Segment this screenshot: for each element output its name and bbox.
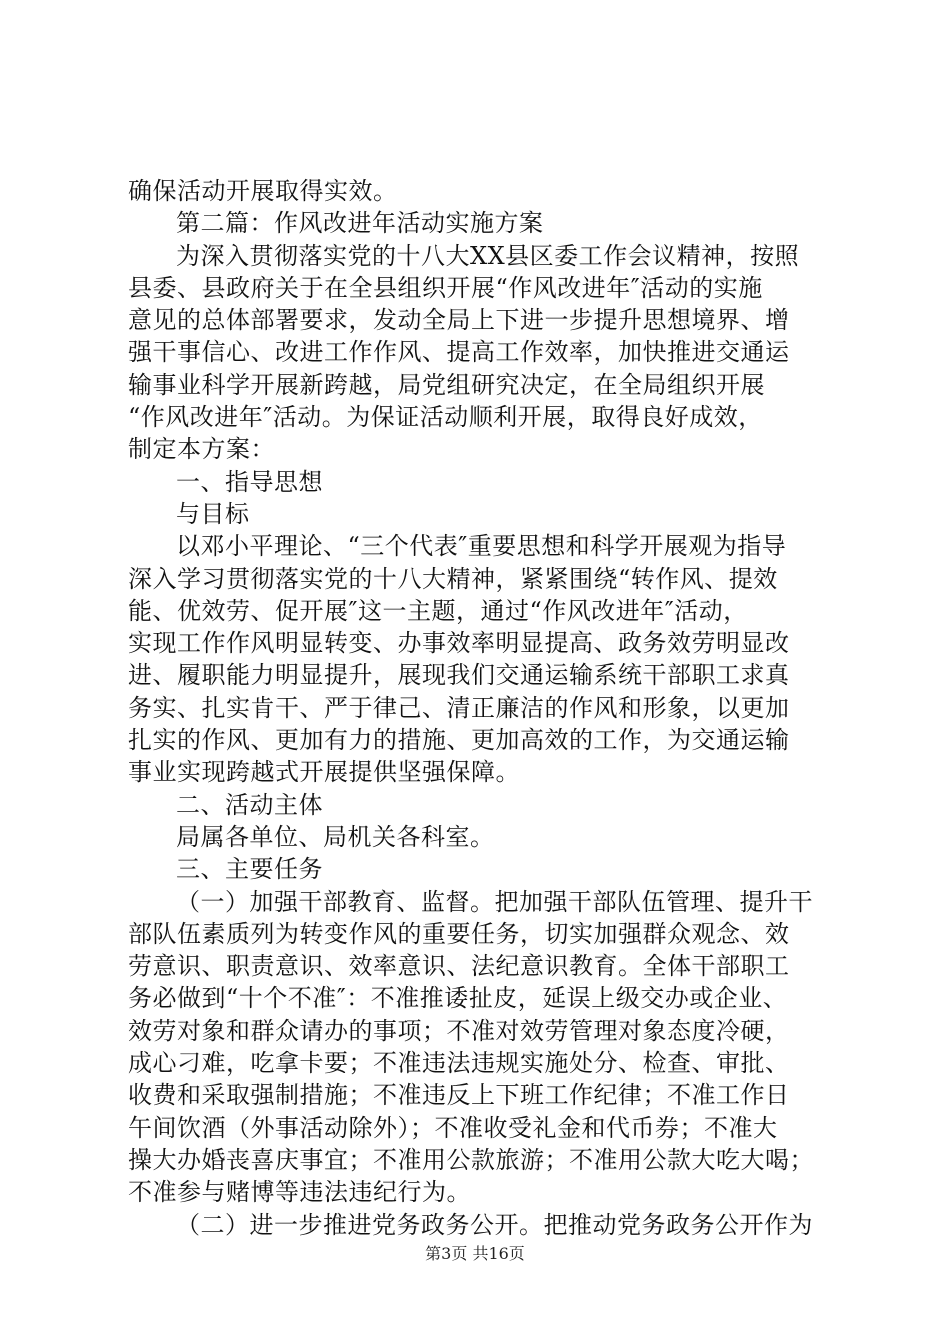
text-line: 实现工作作风明显转变、办事效率明显提高、政务效劳明显改 [128,629,790,658]
text-line: 输事业科学开展新跨越，局党组研究决定，在全局组织开展 [128,370,765,399]
text-line: 操大办婚丧喜庆事宜；不准用公款旅游；不准用公款大吃大喝； [128,1145,814,1174]
text-line: 以邓小平理论、“三个代表″重要思想和科学开展观为指导 [176,532,787,561]
text-line: 为深入贯彻落实党的十八大XX县区委工作会议精神，按照 [176,241,800,270]
text-line: 进、履职能力明显提升，展现我们交通运输系统干部职工求真 [128,661,790,690]
page-number-footer: 第3页 共16页 [425,1244,525,1263]
text-line: 效劳对象和群众请办的事项；不准对效劳管理对象态度冷硬， [128,1016,790,1045]
text-line: 能、优效劳、促开展″这一主题，通过“作风改进年″活动， [128,596,748,625]
text-line: 劳意识、职责意识、效率意识、法纪意识教育。全体干部职工 [128,952,790,981]
text-line: 局属各单位、局机关各科室。 [176,822,495,851]
text-line: 扎实的作风、更加有力的措施、更加高效的工作，为交通运输 [128,726,790,755]
section-heading: 三、主要任务 [176,855,323,884]
text-line: 事业实现跨越式开展提供坚强保障。 [128,758,520,787]
section-heading: 与目标 [176,499,250,528]
section-heading: 一、指导思想 [176,467,323,496]
text-line: 不准参与赌博等违法违纪行为。 [128,1178,471,1207]
text-line: 务实、扎实肯干、严于律己、清正廉洁的作风和形象，以更加 [128,693,790,722]
text-line: 深入学习贯彻落实党的十八大精神，紧紧围绕“转作风、提效 [128,564,778,593]
section-heading: 二、活动主体 [176,790,323,819]
text-line: “作风改进年″活动。为保证活动顺利开展，取得良好成效， [128,403,763,432]
text-line: 县委、县政府关于在全县组织开展“作风改进年″活动的实施 [128,273,763,302]
document-body [128,175,840,1241]
text-line: 制定本方案： [128,435,275,464]
text-line: 部队伍素质列为转变作风的重要任务，切实加强群众观念、效 [128,919,790,948]
text-line: 确保活动开展取得实效。 [128,177,398,205]
text-line: 务必做到“十个不准″：不准推诿扯皮，延误上级交办或企业、 [128,984,788,1013]
text-line: 强干事信心、改进工作作风、提高工作效率，加快推进交通运 [128,338,790,367]
text-line: 意见的总体部署要求，发动全局上下进一步提升思想境界、增 [128,306,790,335]
text-line: 收费和采取强制措施；不准违反上下班工作纪律；不准工作日 [128,1081,790,1110]
text-line: （一）加强干部教育、监督。把加强干部队伍管理、提升干 [176,887,813,916]
text-line: 午间饮酒（外事活动除外）；不准收受礼金和代币券；不准大 [128,1113,778,1142]
text-line: （二）进一步推进党务政务公开。把推动党务政务公开作为 [176,1210,813,1239]
text-line: 成心刁难，吃拿卡要；不准违法违规实施处分、检查、审批、 [128,1049,790,1078]
section-heading: 第二篇：作风改进年活动实施方案 [176,209,544,238]
